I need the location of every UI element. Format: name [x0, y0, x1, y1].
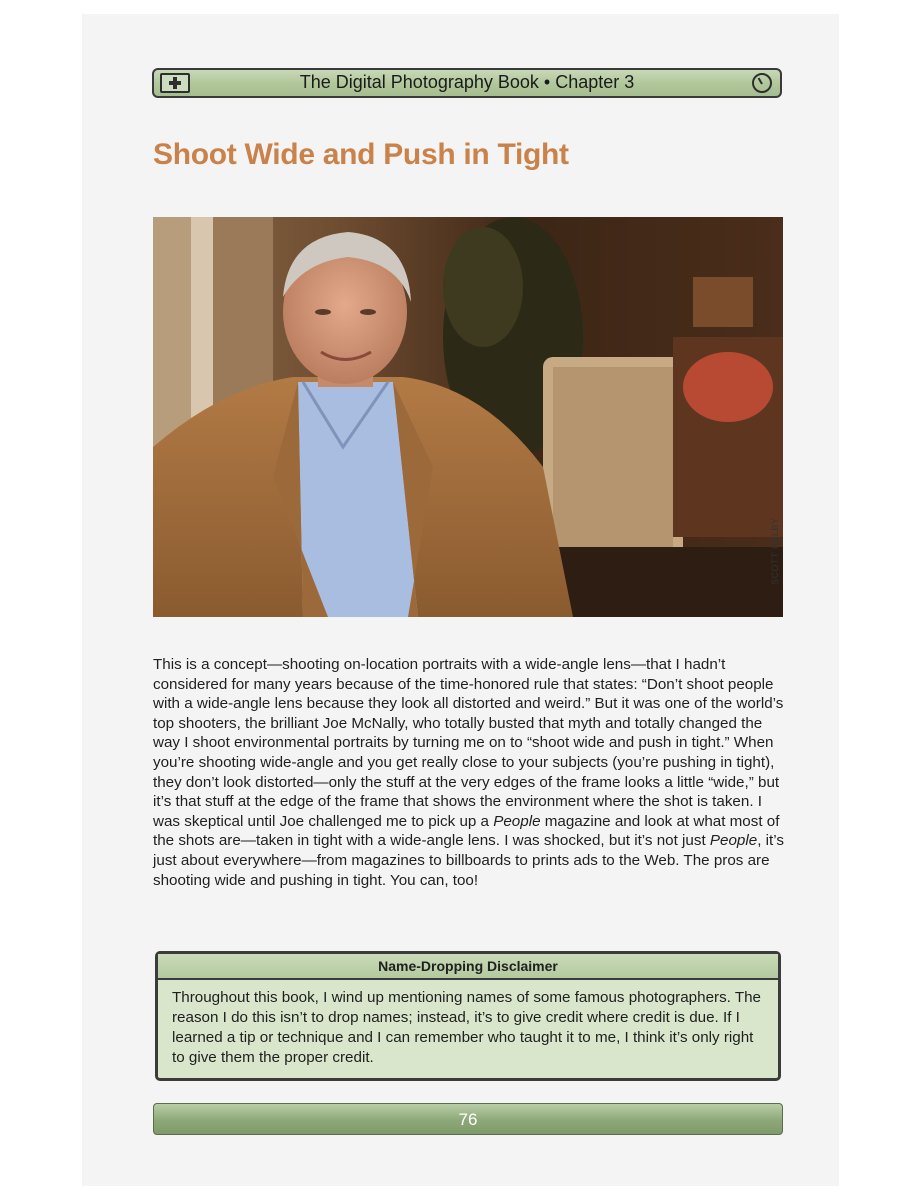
section-title: Shoot Wide and Push in Tight — [153, 138, 569, 171]
photo-credit: SCOTT KELBY — [770, 517, 780, 585]
page-number: 76 — [458, 1110, 478, 1129]
disclaimer-title: Name-Dropping Disclaimer — [158, 954, 778, 980]
body-text-emphasis: People — [709, 832, 758, 850]
body-paragraph — [153, 655, 785, 890]
chapter-header-bar — [152, 68, 782, 98]
portrait-photo — [153, 217, 783, 617]
body-text-part: magazine and look at what most of the shots are—taken in tight with a wide-angle lens. I was shocked, but it’s not just — [153, 812, 780, 850]
body-text-emphasis: People — [493, 812, 541, 830]
disclaimer-box — [155, 951, 781, 1081]
body-text-part: , it’s just about everywhere—from magazines to billboards to prints ads to the Web. The pros are shooting wide and pushing in tight. You can, too! — [153, 832, 784, 889]
disclaimer-text: Throughout this book, I wind up mentioning names of some famous photographers. The reason I do this isn’t to drop names; instead, it’s to give credit where credit is due. If I learned a tip or technique and I can remember who taught it to me, I think it’s only right to give them the proper credit. — [172, 989, 762, 1066]
clock-icon — [752, 73, 772, 93]
body-text-part: This is a concept—shooting on-location portraits with a wide-angle lens—that I hadn’t considered for many years because of the time-honored rule that states: “Don’t shoot people with a wide-angle lens because they look all distorted and weird.” But it was one of the world’s top shooters, the brilliant Joe McNally, who totally busted that myth and totally changed the way I shoot environmental portraits by turning me on to “shoot wide and push in tight.” When you’re shooting wide-angle and you get really close to your subjects (you’re pushing in tight), they don’t look distorted—only the stuff at the very edges of the frame looks a little “wide,” but it’s that stuff at the edge of the frame that shows the environment where the shot is taken. I was skeptical until Joe challenged me to pick up a — [153, 656, 784, 830]
page-footer-bar — [153, 1103, 783, 1135]
portrait-photo-illustration — [153, 217, 783, 617]
chapter-header-title: The Digital Photography Book • Chapter 3 — [299, 72, 635, 92]
